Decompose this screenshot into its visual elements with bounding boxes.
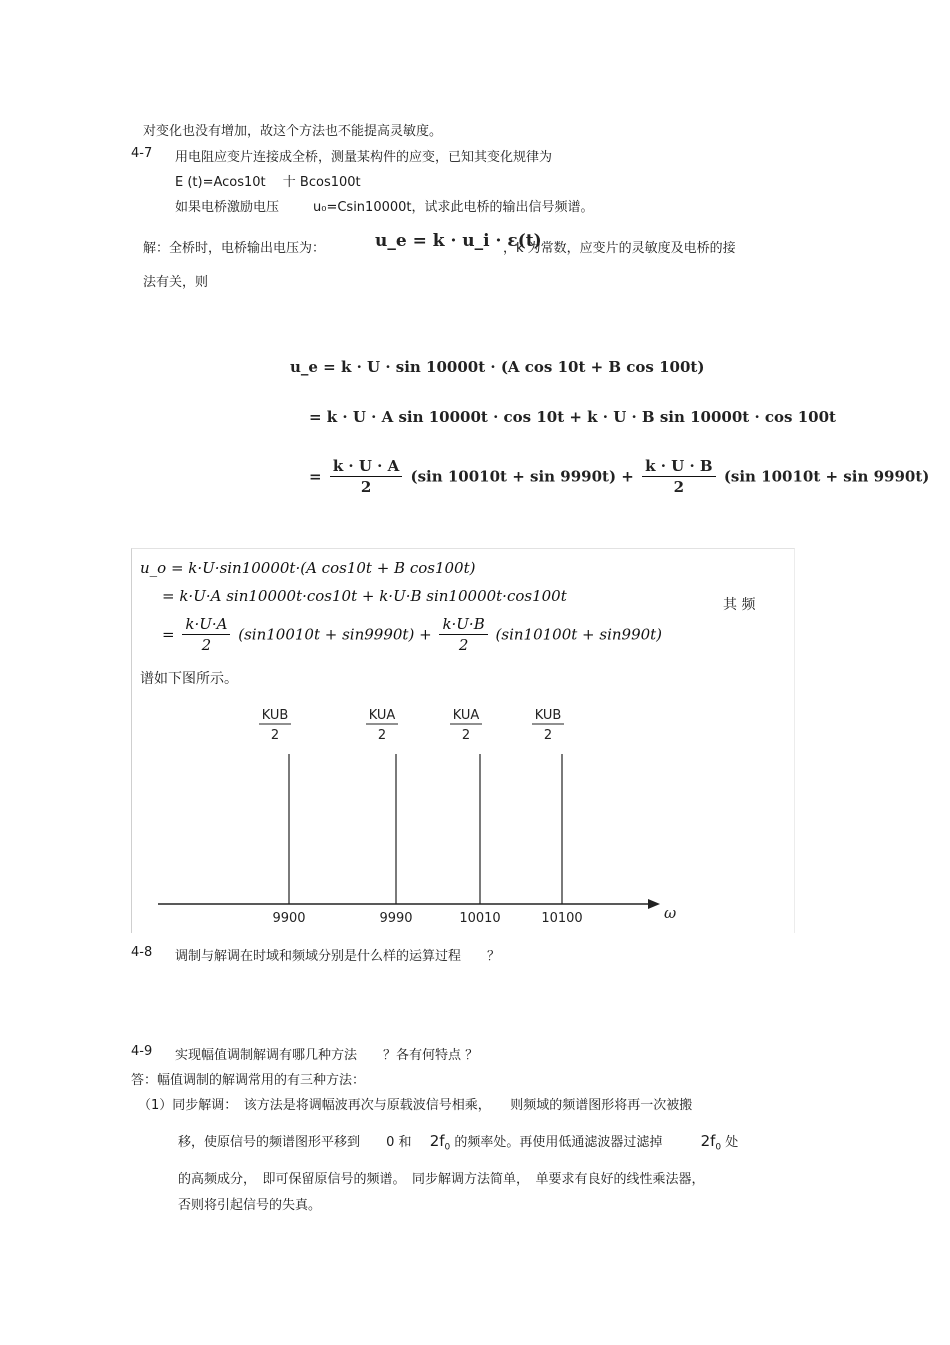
peak-label-denominator: 2	[377, 728, 387, 743]
fraction-numerator: k·U·B	[439, 615, 487, 635]
figure-equation-1: u_o = k·U·sin10000t·(A cos10t + B cos100t)	[140, 559, 476, 577]
question-text-4-9: 实现幅值调制解调有哪几种方法 ？各有何特点 ？	[175, 1048, 479, 1063]
equation-end: (sin10100t + sin990t)	[495, 625, 663, 644]
answer-paragraph-line-2	[178, 1131, 738, 1153]
fraction-kua	[330, 457, 402, 496]
subscript: 0	[715, 1142, 722, 1153]
axis-arrow	[648, 899, 660, 909]
condition-text-b: u₀=Csin10000t，试求此电桥的输出信号频谱。	[313, 200, 594, 215]
question-text-4-7: 用电阻应变片连接成全桥，测量某构件的应变，已知其变化规律为	[175, 150, 553, 165]
fraction-denominator: 2	[458, 636, 469, 654]
solution-cont-2: 法有关，则	[143, 275, 209, 290]
fraction-denominator: 2	[673, 478, 685, 496]
subscript: 0	[444, 1142, 451, 1153]
equation-line-2: = k · U · A sin 10000t · cos 10t + k · U · B sin 10000t · cos 100t	[309, 408, 836, 426]
question-number-4-9: 4-9	[131, 1044, 153, 1059]
answer-paragraph-line-3: 的高频成分， 即可保留原信号的频谱。 同步解调方法简单， 单要求有良好的线性乘法器，	[178, 1172, 705, 1187]
side-text: 其 频	[723, 597, 756, 613]
text-span: 2f	[700, 1132, 716, 1150]
answer-title: 答：幅值调制的解调常用的有三种方法：	[131, 1073, 366, 1088]
solution-intro: 解：全桥时，电桥输出电压为：	[143, 241, 326, 256]
omega-label: ω	[664, 904, 677, 922]
text-span: 处	[725, 1135, 739, 1150]
fraction-denominator: 2	[201, 636, 212, 654]
fraction-denominator: 2	[360, 478, 372, 496]
peak-label-numerator: KUB	[261, 708, 289, 723]
question-number-4-8: 4-8	[131, 945, 153, 960]
spectrum-chart	[132, 549, 792, 933]
tick-label: 9900	[272, 911, 306, 926]
peak-label-numerator: KUA	[452, 708, 480, 723]
peak-label-numerator: KUA	[368, 708, 396, 723]
text-line-1: 对变化也没有增加，故这个方法也不能提高灵敏度。	[143, 124, 443, 139]
solution-cont: ，k 为常数，应变片的灵敏度及电桥的接	[503, 241, 736, 256]
fraction-numerator: k · U · A	[330, 457, 402, 477]
fraction-kub	[642, 457, 716, 496]
question-text-4-8: 调制与解调在时域和频域分别是什么样的运算过程 ？	[175, 949, 501, 964]
fraction-numerator: k·U·A	[182, 615, 230, 635]
strain-equation: E (t)=Acos10t 十 Bcos100t	[175, 175, 361, 190]
fraction-numerator: k · U · B	[642, 457, 716, 477]
bridge-output-formula: u_e = k · u_i · ε(t)	[375, 231, 542, 251]
equation-line-3	[309, 457, 929, 496]
tick-label: 9990	[379, 911, 413, 926]
answer-paragraph-line-4: 否则将引起信号的失真。	[178, 1198, 322, 1213]
question-number-4-7: 4-7	[131, 146, 153, 161]
spectrum-figure	[131, 548, 795, 933]
text-span: 的频率处。再使用低通滤波器过滤掉	[454, 1135, 663, 1150]
peak-label-denominator: 2	[461, 728, 471, 743]
peak-label-numerator: KUB	[534, 708, 562, 723]
peak-label-denominator: 2	[270, 728, 280, 743]
equation-equals: =	[309, 467, 322, 486]
equation-end: (sin 10010t + sin 9990t)	[723, 467, 930, 486]
tick-label: 10010	[459, 911, 501, 926]
text-span: 2f	[429, 1132, 445, 1150]
text-span: 移，使原信号的频谱图形平移到	[178, 1135, 361, 1150]
figure-equation-2: = k·U·A sin10000t·cos10t + k·U·B sin10000t·cos100t	[162, 587, 567, 605]
text-span: 0 和	[386, 1135, 412, 1150]
equation-line-1: u_e = k · U · sin 10000t · (A cos 10t + B cos 100t)	[290, 358, 705, 376]
peak-label-denominator: 2	[543, 728, 553, 743]
answer-paragraph-line-1: （1）同步解调： 该方法是将调幅波再次与原载波信号相乘， 则频域的频谱图形将再一次被搬	[138, 1098, 693, 1113]
equation-middle: (sin 10010t + sin 9990t) +	[410, 467, 634, 486]
equation-middle: (sin10010t + sin9990t) +	[238, 625, 432, 644]
equation-equals: =	[162, 625, 175, 644]
condition-text-a: 如果电桥激励电压	[175, 200, 280, 215]
tick-label: 10100	[541, 911, 583, 926]
figure-caption: 谱如下图所示。	[140, 671, 238, 687]
